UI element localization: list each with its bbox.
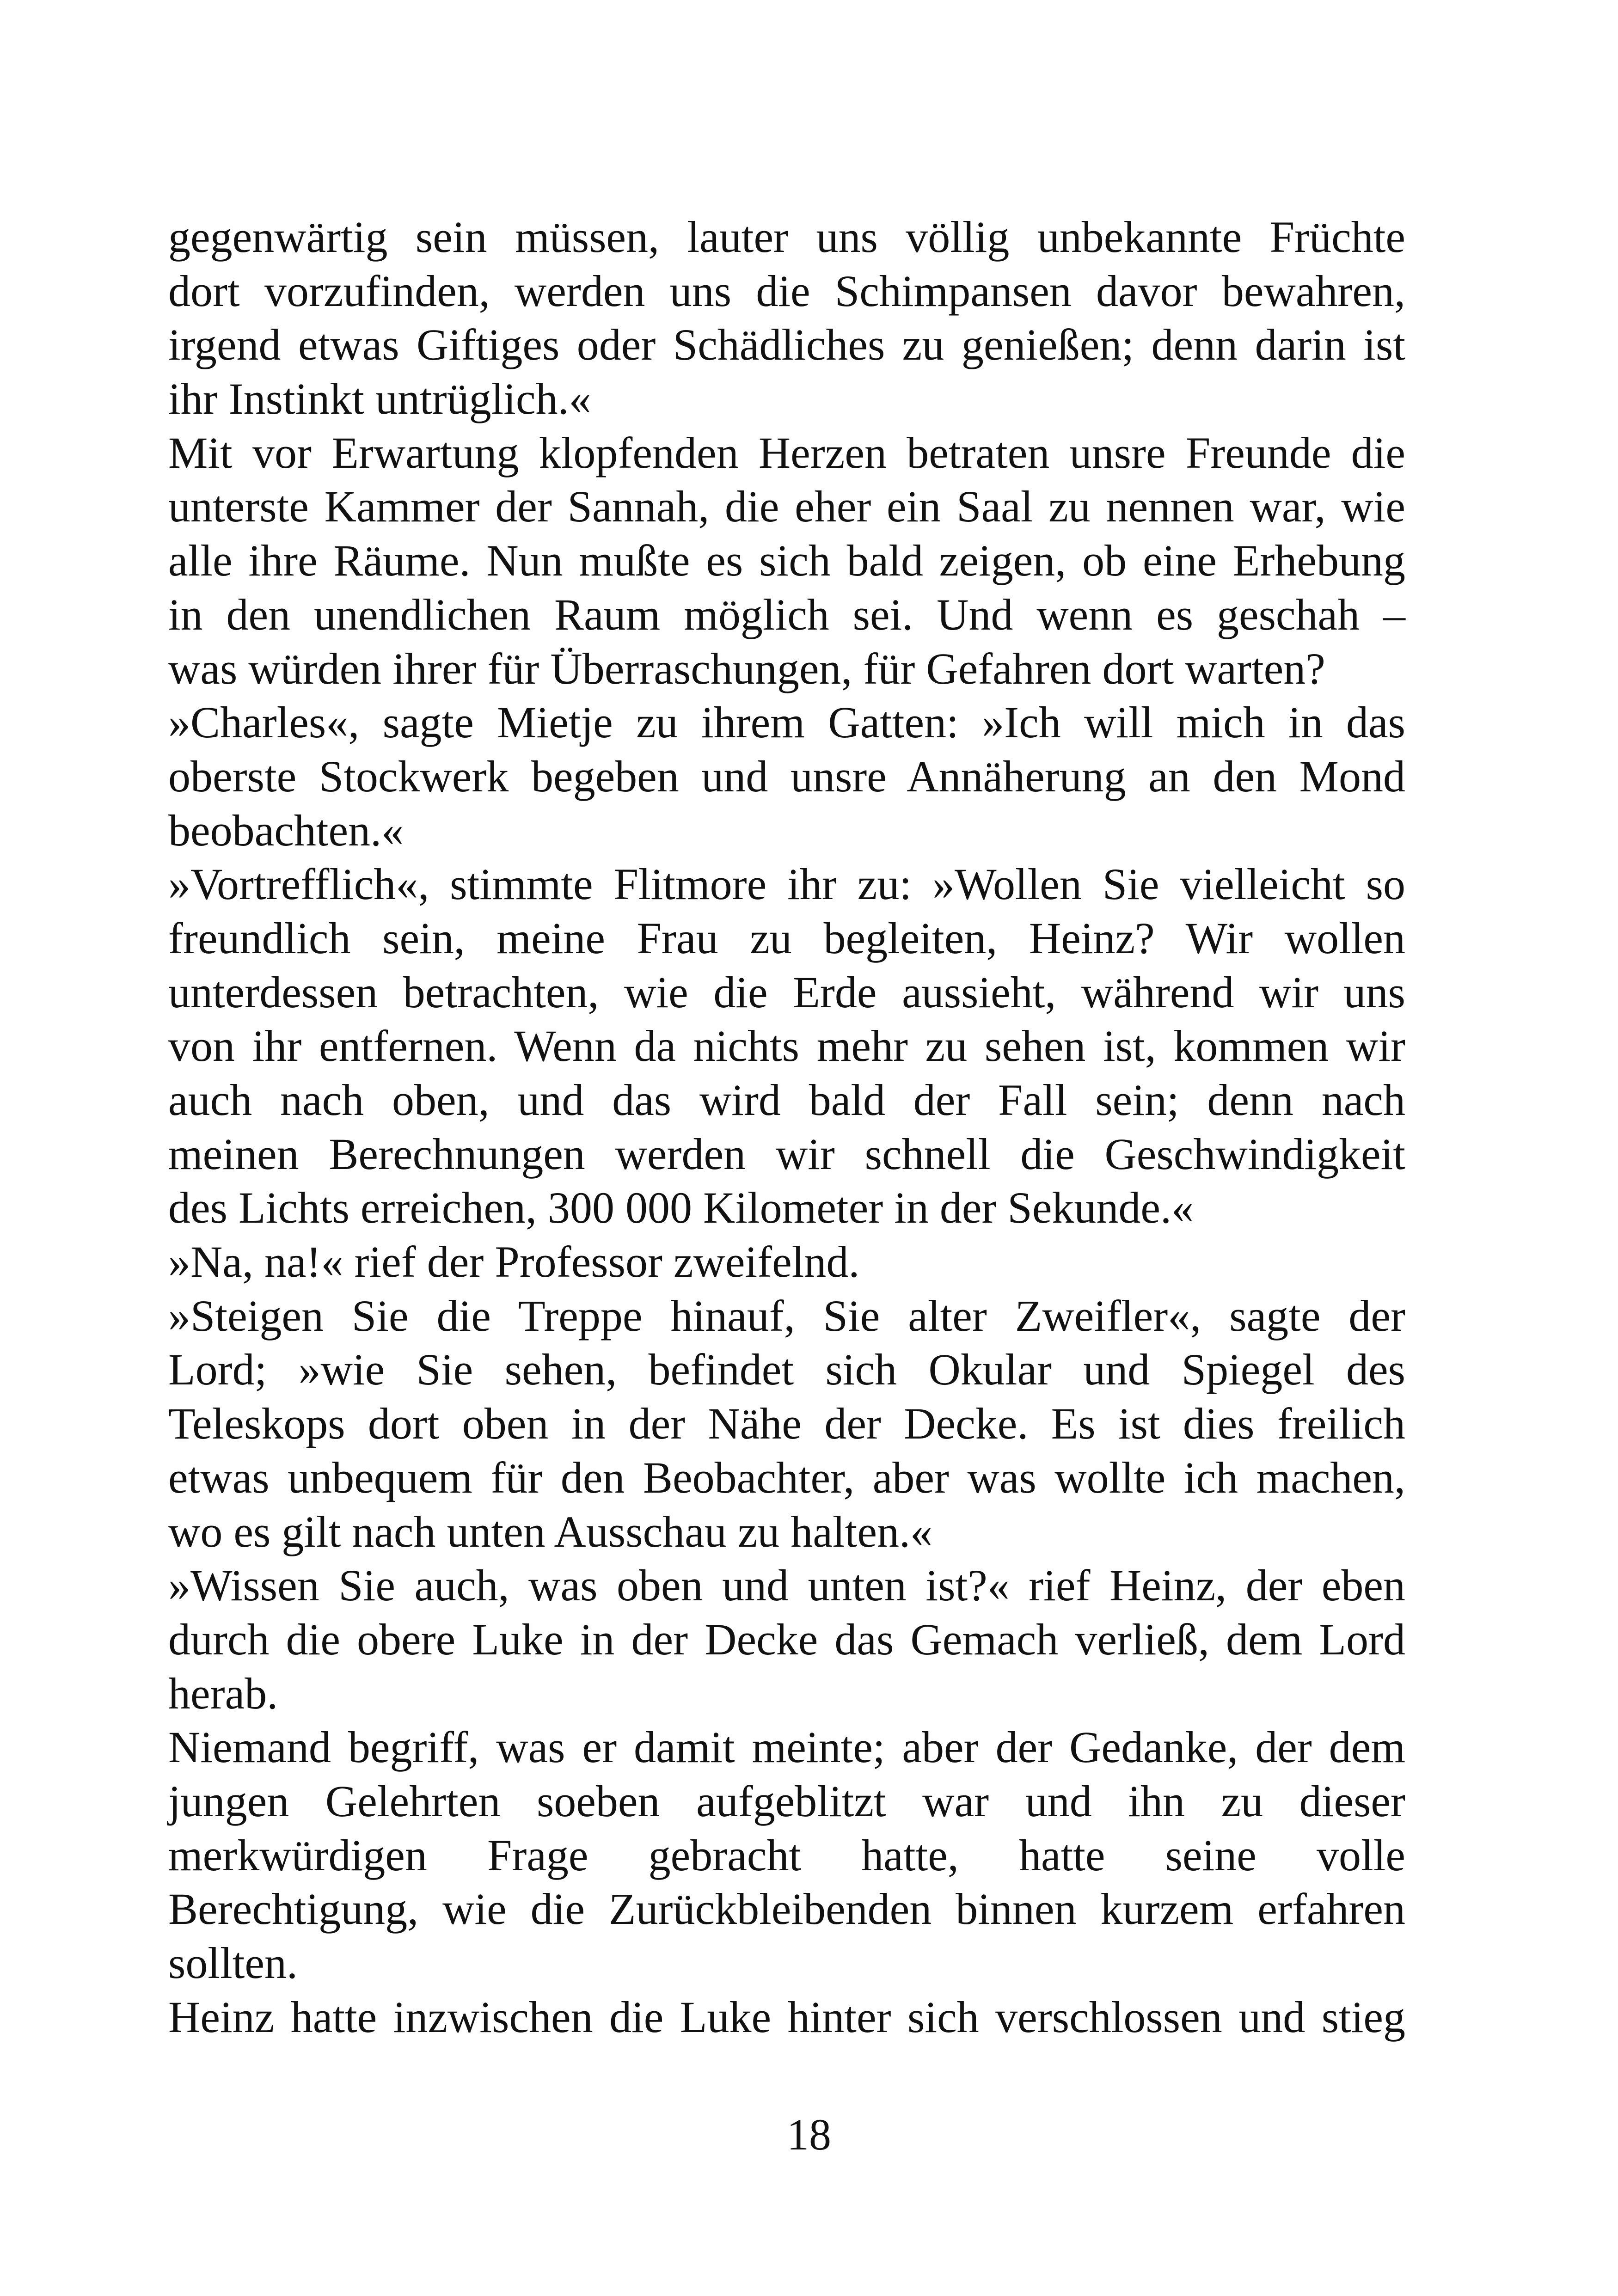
text-line: von ihr entfernen. Wenn da nichts mehr zu sehen ist, kommen wir <box>168 1021 1405 1071</box>
text-line: oberste Stockwerk begeben und unsre Annäherung an den Mond <box>168 751 1405 801</box>
text-line: Berechtigung, wie die Zurückbleibenden binnen kurzem erfahren <box>168 1884 1405 1934</box>
text-line: sollten. <box>168 1938 298 1988</box>
text-line: beobachten.« <box>168 805 404 855</box>
text-line: ihr Instinkt untrüglich.« <box>168 374 591 424</box>
text-line: Heinz hatte inzwischen die Luke hinter sich verschlossen und stieg <box>168 1992 1405 2042</box>
text-line: wo es gilt nach unten Ausschau zu halten.« <box>168 1506 932 1556</box>
text-line: meinen Berechnungen werden wir schnell die Geschwindigkeit <box>168 1129 1405 1179</box>
text-line: etwas unbequem für den Beobachter, aber was wollte ich machen, <box>168 1452 1405 1502</box>
paragraph <box>168 1559 1405 1720</box>
text-line: »Charles«, sagte Mietje zu ihrem Gatten: »Ich will mich in das <box>168 698 1405 747</box>
paragraph <box>168 426 1405 696</box>
text-line: irgend etwas Giftiges oder Schädliches zu genießen; denn darin ist <box>168 320 1405 370</box>
text-line: Teleskops dort oben in der Nähe der Decke. Es ist dies freilich <box>168 1399 1405 1449</box>
text-line: in den unendlichen Raum möglich sei. Und wenn es geschah – <box>168 589 1405 639</box>
text-line: »Vortrefflich«, stimmte Flitmore ihr zu: »Wollen Sie vielleicht so <box>168 859 1405 909</box>
text-line: des Lichts erreichen, 300 000 Kilometer in der Sekunde.« <box>168 1183 1194 1233</box>
text-line: freundlich sein, meine Frau zu begleiten, Heinz? Wir wollen <box>168 913 1405 963</box>
paragraph <box>168 1990 1405 2045</box>
text-line: »Wissen Sie auch, was oben und unten ist?« rief Heinz, der eben <box>168 1561 1405 1610</box>
paragraph <box>168 696 1405 857</box>
paragraph <box>168 1235 1405 1289</box>
text-line: herab. <box>168 1668 278 1718</box>
paragraph <box>168 1720 1405 1990</box>
paragraph <box>168 1289 1405 1559</box>
text-line: auch nach oben, und das wird bald der Fall sein; denn nach <box>168 1075 1405 1125</box>
text-line: Lord; »wie Sie sehen, befindet sich Okular und Spiegel des <box>168 1345 1405 1395</box>
text-line: »Steigen Sie die Treppe hinauf, Sie alter Zweifler«, sagte der <box>168 1291 1405 1341</box>
paragraph <box>168 857 1405 1235</box>
text-line: dort vorzufinden, werden uns die Schimpansen davor bewahren, <box>168 266 1405 316</box>
paragraph <box>168 210 1405 426</box>
text-line: unterdessen betrachten, wie die Erde aussieht, während wir uns <box>168 967 1405 1017</box>
text-line: Niemand begriff, was er damit meinte; aber der Gedanke, der dem <box>168 1722 1405 1772</box>
text-line: jungen Gelehrten soeben aufgeblitzt war und ihn zu dieser <box>168 1776 1405 1826</box>
body-text <box>168 210 1405 2044</box>
text-line: merkwürdigen Frage gebracht hatte, hatte seine volle <box>168 1830 1405 1880</box>
text-line: Mit vor Erwartung klopfenden Herzen betraten unsre Freunde die <box>168 428 1405 478</box>
text-line: unterste Kammer der Sannah, die eher ein Saal zu nennen war, wie <box>168 482 1405 532</box>
text-line: durch die obere Luke in der Decke das Gemach verließ, dem Lord <box>168 1614 1405 1664</box>
text-line: was würden ihrer für Überraschungen, für Gefahren dort warten? <box>168 643 1325 693</box>
text-line: gegenwärtig sein müssen, lauter uns völlig unbekannte Früchte <box>168 212 1405 262</box>
text-line: »Na, na!« rief der Professor zweifelnd. <box>168 1237 860 1287</box>
page-number: 18 <box>787 2110 831 2159</box>
text-line: alle ihre Räume. Nun mußte es sich bald zeigen, ob eine Erhebung <box>168 536 1405 586</box>
